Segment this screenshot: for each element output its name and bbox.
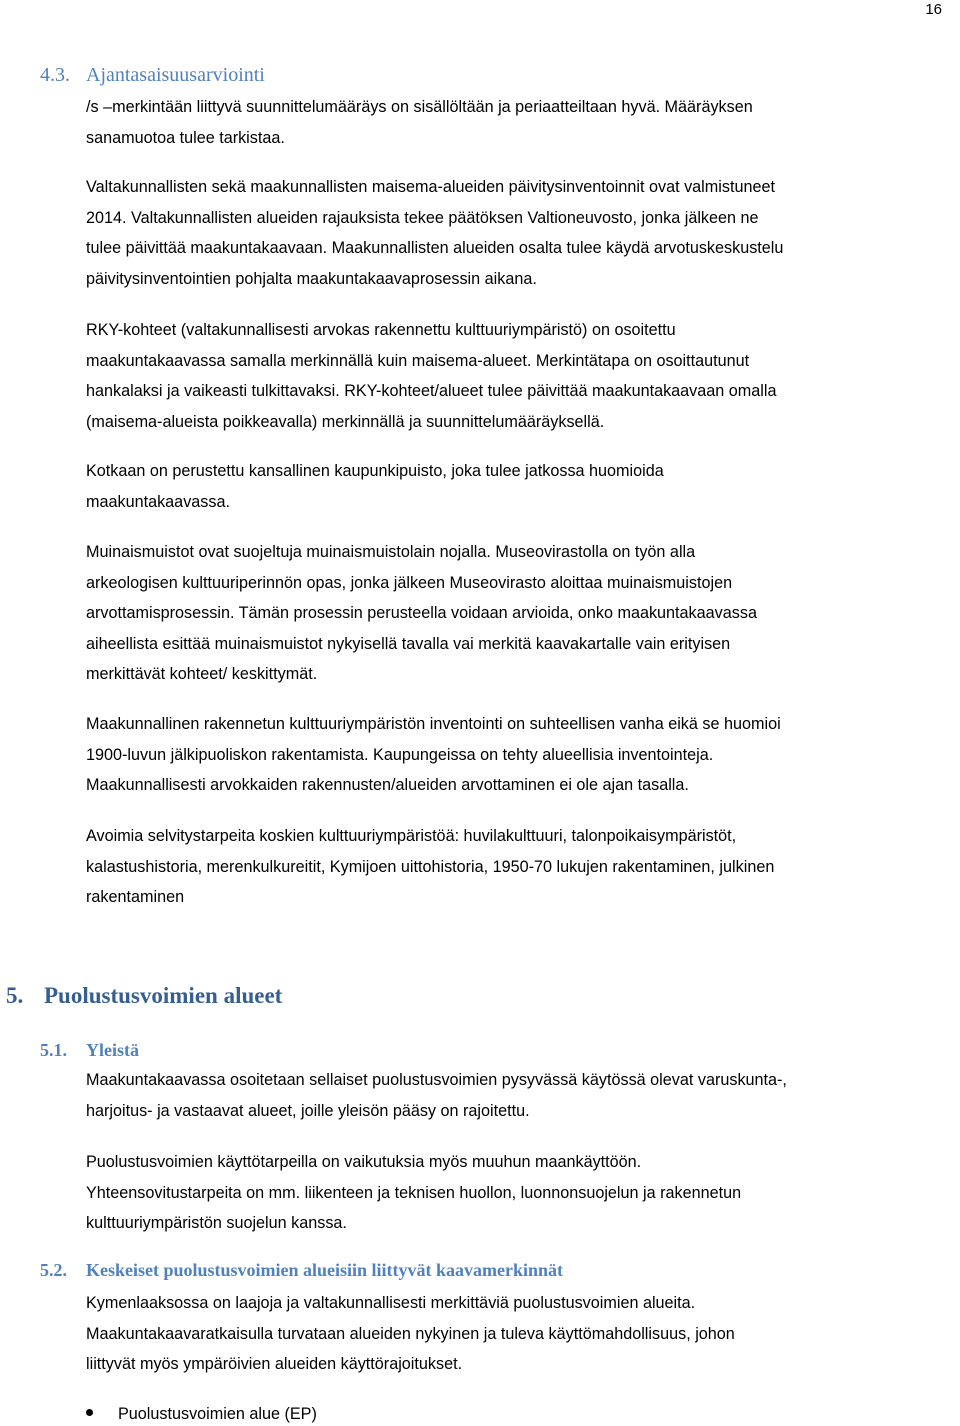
text-line: 1900-luvun jälkipuoliskon rakentamista. Kaupungeissa on tehty alueellisia inventointeja. <box>86 745 714 764</box>
list-item-label: Puolustusvoimien alue (EP) <box>118 1405 317 1423</box>
text-line: 2014. Valtakunnallisten alueiden rajauksista tekee päätöksen Valtioneuvosto, jonka jälkeen ne <box>86 208 759 227</box>
section-title: Ajantasaisuusarviointi <box>86 64 265 86</box>
text-line: Maakuntakaavassa osoitetaan sellaiset puolustusvoimien pysyvässä käytössä olevat varuskunta-, <box>86 1071 787 1089</box>
page-number: 16 <box>925 1 942 18</box>
text-line: päivitysinventointien pohjalta maakuntakaavaprosessin aikana. <box>86 269 537 288</box>
text-line: kulttuuriympäristön suojelun kanssa. <box>86 1214 347 1233</box>
text-line: Muinaismuistot ovat suojeltuja muinaismuistolain nojalla. Museovirastolla on työn alla <box>86 543 696 561</box>
paragraph-puolustusvoimien-alueet <box>86 1065 952 1126</box>
paragraph-kymenlaakso <box>86 1288 952 1380</box>
text-line: hankalaksi ja vaikeasti tulkittavaksi. RKY-kohteet/alueet tulee päivittää maakuntakaavaan omalla <box>86 382 777 401</box>
section-title: Puolustusvoimien alueet <box>44 983 283 1008</box>
section-title: Keskeiset puolustusvoimien alueisiin liittyvät kaavamerkinnät <box>86 1260 564 1280</box>
text-line: (maisema-alueista poikkeavalla) merkinnällä ja suunnittelumääräyksellä. <box>86 412 605 431</box>
text-line: Valtakunnallisten sekä maakunnallisten maisema-alueiden päivitysinventoinnit ovat valmistuneet <box>86 178 775 196</box>
text-line: RKY-kohteet (valtakunnallisesti arvokas rakennettu kulttuuriympäristö) on osoitettu <box>86 321 676 339</box>
paragraph-kayttotarpeet <box>86 1147 952 1239</box>
section-title: Yleistä <box>86 1040 139 1060</box>
text-line: aiheellista esittää muinaismuistot nykyisellä tavalla vai merkitä kaavakartalle vain erityisen <box>86 634 731 653</box>
text-line: rakentaminen <box>86 888 185 907</box>
text-line: arkeologisen kulttuuriperinnön opas, jonka jälkeen Museovirasto aloittaa muinaismuistojen <box>86 573 733 592</box>
paragraph-s-merkinta <box>86 92 952 153</box>
text-line: Yhteensovitustarpeita on mm. liikenteen ja teknisen huollon, luonnonsuojelun ja rakennetun <box>86 1183 742 1202</box>
section-number: 5.2. <box>40 1260 67 1280</box>
paragraph-inventointi <box>86 709 952 801</box>
text-line: harjoitus- ja vastaavat alueet, joille yleisön pääsy on rajoitettu. <box>86 1101 530 1120</box>
section-heading-5-1 <box>40 1040 139 1061</box>
text-line: /s –merkintään liittyvä suunnittelumääräys on sisällöltään ja periaatteiltaan hyvä. Määräyksen <box>86 98 753 116</box>
text-line: maakuntakaavassa samalla merkinnällä kuin maisema-alueet. Merkintätapa on osoittautunut <box>86 351 750 370</box>
text-line: sanamuotoa tulee tarkistaa. <box>86 128 285 147</box>
text-line: Kotkaan on perustettu kansallinen kaupunkipuisto, joka tulee jatkossa huomioida <box>86 462 664 480</box>
text-line: Maakunnallisesti arvokkaiden rakennusten/alueiden arvottaminen ei ole ajan tasalla. <box>86 776 689 795</box>
paragraph-selvitystarpeet <box>86 821 952 913</box>
text-line: Kymenlaaksossa on laajoja ja valtakunnallisesti merkittäviä puolustusvoimien alueita. <box>86 1294 696 1312</box>
list-item <box>86 1403 317 1425</box>
text-line: liittyvät myös ympäröivien alueiden käyttörajoitukset. <box>86 1355 463 1374</box>
section-heading-5-2 <box>40 1260 563 1281</box>
text-line: kalastushistoria, merenkulkureitit, Kymijoen uittohistoria, 1950-70 lukujen rakentaminen, julkinen <box>86 857 775 876</box>
text-line: tulee päivittää maakuntakaavaan. Maakunnallisten alueiden osalta tulee käydä arvotuskeskustelu <box>86 239 784 258</box>
text-line: Puolustusvoimien käyttötarpeilla on vaikutuksia myös muuhun maankäyttöön. <box>86 1153 642 1171</box>
paragraph-rky-kohteet <box>86 315 952 437</box>
paragraph-muinaismuistot <box>86 537 952 690</box>
paragraph-maisema-alueet <box>86 172 952 294</box>
paragraph-kaupunkipuisto <box>86 456 952 517</box>
bullet-icon <box>86 1409 93 1416</box>
section-number: 5. <box>6 983 24 1008</box>
section-number: 4.3. <box>40 64 70 86</box>
text-line: Maakunnallinen rakennetun kulttuuriympäristön inventointi on suhteellisen vanha eikä se huomioi <box>86 715 781 733</box>
text-line: Avoimia selvitystarpeita koskien kulttuuriympäristöä: huvilakulttuuri, talonpoikaisympäristöt, <box>86 827 737 845</box>
text-line: maakuntakaavassa. <box>86 492 230 511</box>
text-line: arvottamisprosessin. Tämän prosessin perusteella voidaan arvioida, onko maakuntakaavassa <box>86 604 757 623</box>
text-line: merkittävät kohteet/ keskittymät. <box>86 665 318 684</box>
text-line: Maakuntakaavaratkaisulla turvataan alueiden nykyinen ja tuleva käyttömahdollisuus, johon <box>86 1324 735 1343</box>
section-heading-5 <box>6 983 282 1009</box>
section-heading-4-3 <box>40 64 265 87</box>
section-number: 5.1. <box>40 1040 67 1060</box>
